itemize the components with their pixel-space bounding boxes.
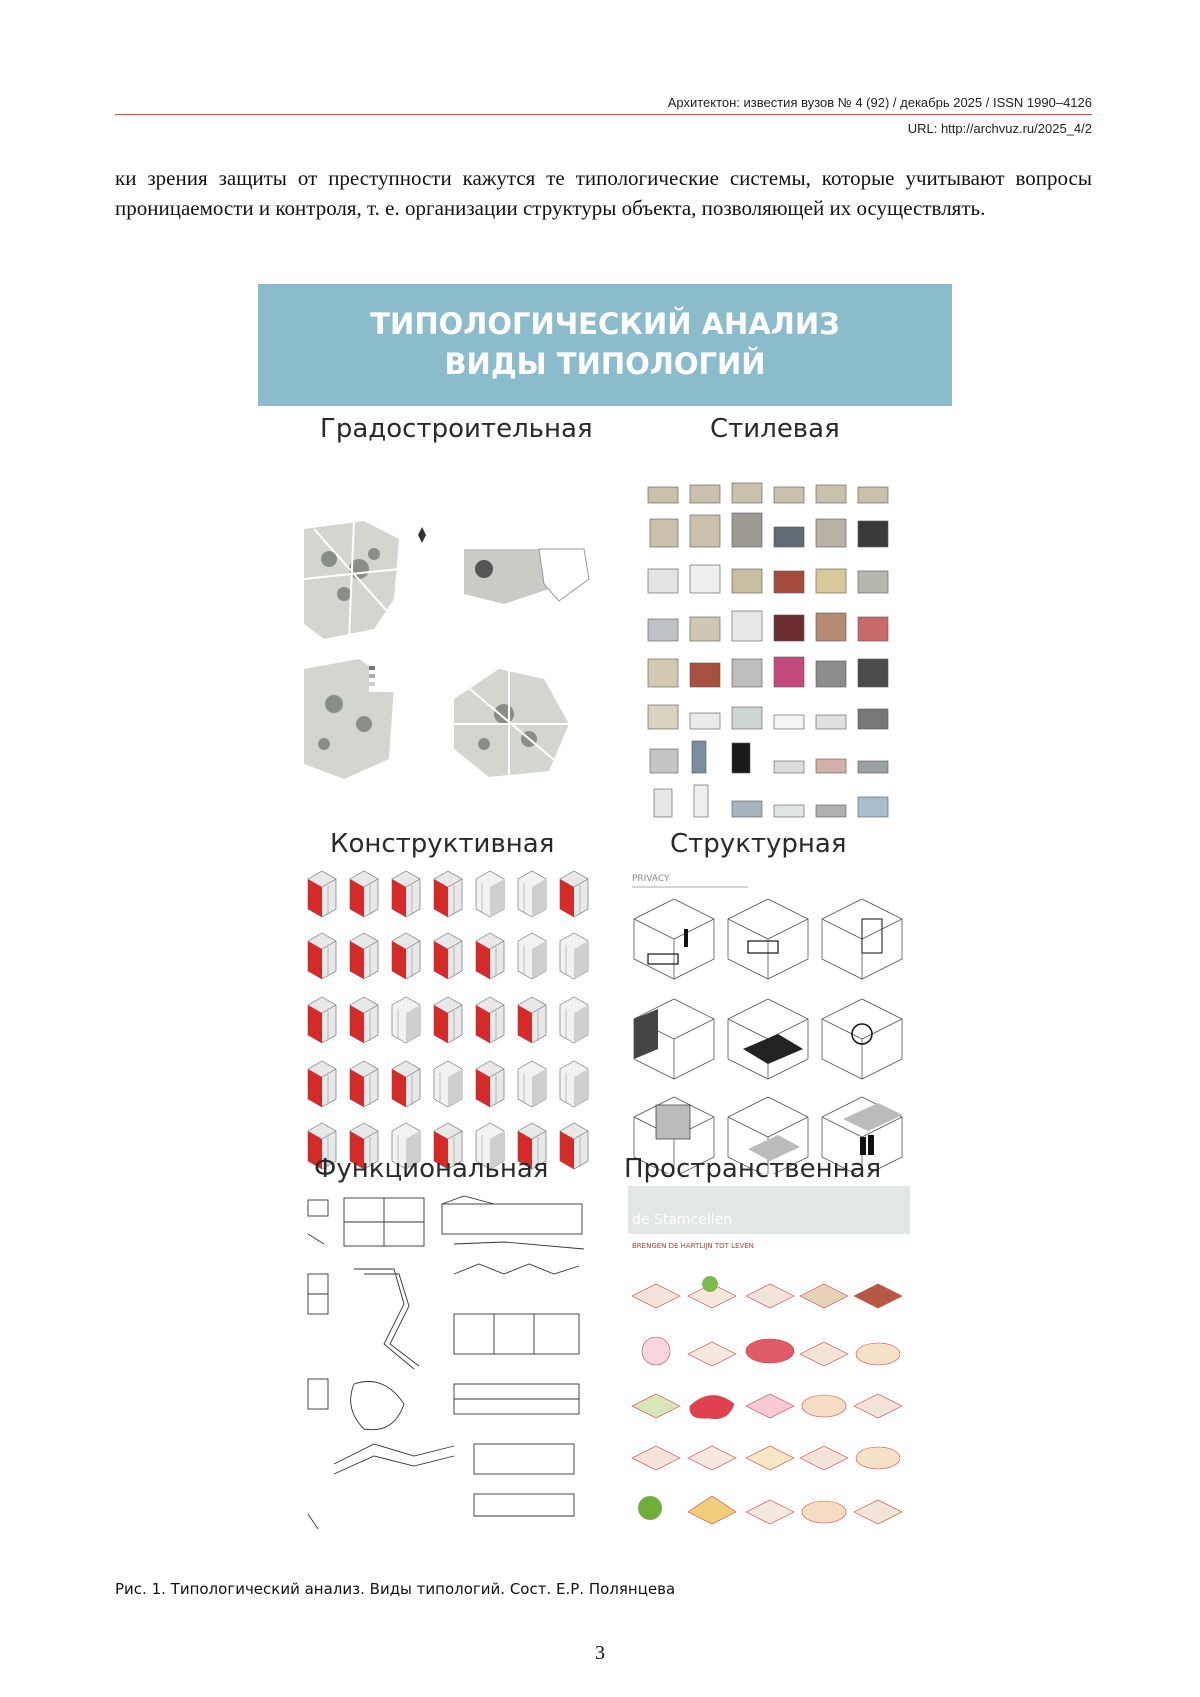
spatial-panel-title: de Stamcellen [632, 1212, 733, 1228]
privacy-tag: PRIVACY [632, 874, 670, 884]
constructive-blocks-image [304, 869, 594, 1174]
label-structural: Структурная [670, 829, 847, 859]
header-rule [115, 114, 1092, 115]
spatial-panel-subtitle: BRENGEN DE HARTLIJN TOT LEVEN [632, 1242, 754, 1250]
journal-title: Архитектон: известия вузов № 4 (92) / декабрь 2025 / ISSN 1990–4126 [667, 95, 1092, 110]
page-number: 3 [595, 1642, 605, 1664]
figure-caption: Рис. 1. Типологический анализ. Виды типологий. Сост. Е.Р. Полянцева [115, 1580, 676, 1598]
banner-title-line2: ВИДЫ ТИПОЛОГИЙ [444, 347, 766, 381]
journal-url: URL: http://archvuz.ru/2025_4/2 [907, 121, 1092, 136]
running-header [115, 95, 1092, 136]
banner-title-line1: ТИПОЛОГИЧЕСКИЙ АНАЛИЗ [370, 307, 840, 341]
style-facades-image [628, 479, 910, 819]
label-constructive: Конструктивная [330, 829, 555, 859]
body-paragraph: ки зрения защиты от преступности кажутся те типологические системы, которые учитывают вопросы проницаемости и контроля, т. е. организации структуры объекта, позволяющей их осуществлять. [115, 166, 1092, 220]
functional-plans-image [304, 1194, 594, 1534]
label-style: Стилевая [710, 414, 840, 444]
figure-banner [258, 284, 952, 406]
figure-typological-analysis [258, 284, 952, 1554]
label-urban: Градостроительная [320, 414, 593, 444]
label-functional: Функциональная [314, 1154, 549, 1184]
spatial-units-image [628, 1186, 910, 1536]
label-spatial: Пространственная [624, 1154, 882, 1184]
structural-rooms-image [628, 869, 910, 1174]
urban-map-image [304, 509, 594, 794]
